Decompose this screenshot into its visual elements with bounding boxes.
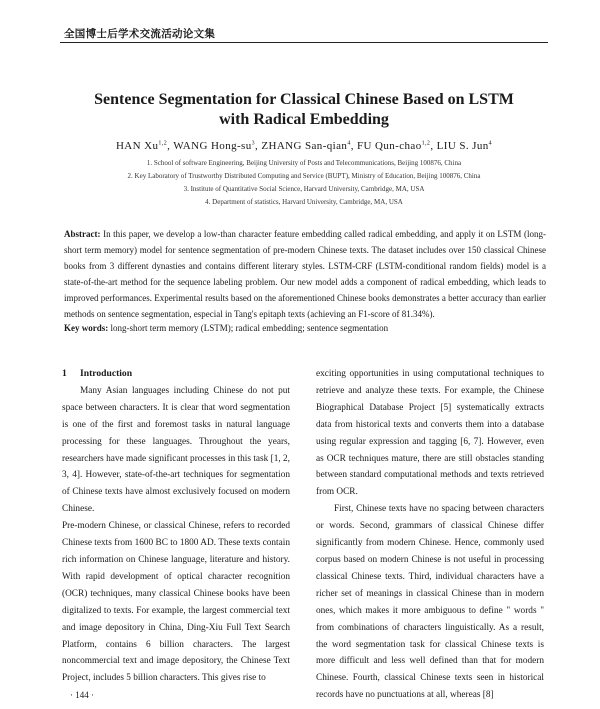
author-name: HAN Xu bbox=[115, 140, 159, 152]
body-paragraph: Many Asian languages including Chinese do not put space between characters. It is clear that word segmentation is one of the first and foremost tasks in natural language processing for these languages. Throughout the years, researchers have made significant processes in this task [1, 2, 3, 4]. However, state-of-the-art techniques for segmentation of Chinese texts have almost exclusively focused on modern Chinese. bbox=[62, 385, 290, 515]
section-title: Introduction bbox=[80, 368, 133, 379]
body-paragraph: First, Chinese texts have no spacing between characters or words. Second, grammars of classical Chinese differ significantly from modern Chinese. Hence, commonly used corpus based on modern Chinese is not useful in processing classical Chinese texts. Third, individual characters have a richer set of meanings in classical Chinese than in modern ones, which makes it more ambiguous to define " words " from combinations of characters linguistically. As a result, the word segmentation task for classical Chinese texts is more difficult and less well defined than that for modern Chinese. Fourth, classical Chinese texts seen in historical records have no punctuations at all, whereas [8] bbox=[316, 504, 544, 701]
affiliation: 2. Key Laboratory of Trustworthy Distributed Computing and Service (BUPT), Ministry of Education, Beijing 100876, China bbox=[127, 172, 481, 180]
section-heading bbox=[62, 366, 290, 383]
keywords bbox=[64, 323, 546, 333]
abstract-label: Abstract: bbox=[64, 229, 101, 239]
paper-title-line-2: with Radical Embedding bbox=[219, 111, 389, 128]
section-number: 1 bbox=[62, 368, 67, 379]
body-paragraph: Pre-modern Chinese, or classical Chinese, refers to recorded Chinese texts from 1600 BC to 1800 AD. These texts contain rich information on Chinese language, literature and history. With rapid development of optical character recognition (OCR) techniques, many classical Chinese books have been digitalized to texts. For example, the largest commercial text and image depository in China, Ding-Xiu Full Text Search Platform, contains 6 billion characters. The largest noncommercial text and image depository, the Chinese Text Project, includes 5 billion characters. This gives rise to bbox=[62, 521, 290, 684]
author-name: LIU S. Jun bbox=[436, 140, 489, 152]
author-list: HAN Xu$^{1,2}$, WANG Hong-$su^3$, ZHANG San-qian$^4$, FU Qun-chao$^{1,2}$, LIU S. Jun$^4$ bbox=[115, 140, 493, 152]
abstract-text: In this paper, we develop a low-than character feature embedding called radical embedding, and apply it on LSTM (long-short term memory) model for sentence segmentation of pre-modern Chinese texts. The dataset includes over 150 classical Chinese books from 3 different dynasties and contains different literary styles. LSTM-CRF (LSTM-conditional random fields) model is a state-of-the-art method for the sequence labeling problem. Our new model adds a component of radical embedding, which leads to improved performances. Experimental results based on the aforementioned Chinese books demonstrates a better accuracy than earlier methods on sentence segmentation, especial in Tang's epitaph texts (achieving an F1-score of 81.34%). bbox=[64, 229, 546, 319]
author-name: FU Qun-chao bbox=[357, 140, 422, 152]
body-paragraph: exciting opportunities in using computational techniques to retrieve and analyze these texts. For example, the Chinese Biographical Database Project [5] systematically extracts data from historical texts and converts them into a database using regular expression and tagging [6, 7]. However, even as OCR techniques mature, there are still obstacles standing between standard computational methods and texts retrieved from OCR. bbox=[316, 369, 544, 498]
author-affiliation-mark: 1,2 bbox=[158, 140, 168, 147]
affiliation: 3. Institute of Quantitative Social Science, Harvard University, Cambridge, MA, USA bbox=[183, 185, 425, 193]
affiliation: 1. School of software Engineering, Beijing University of Posts and Telecommunications, Beijing 100876, China bbox=[146, 159, 462, 167]
paper-title-line-1: Sentence Segmentation for Classical Chinese Based on LSTM bbox=[94, 91, 514, 108]
author-affiliation-mark: 1,2 bbox=[421, 140, 431, 147]
author-name: ZHANG San-qian bbox=[261, 140, 348, 152]
keywords-text: long-short term memory (LSTM); radical embedding; sentence segmentation bbox=[108, 323, 389, 333]
running-head: 全国博士后学术交流活动论文集 bbox=[64, 28, 216, 40]
keywords-label: Key words: bbox=[64, 323, 109, 333]
author-affiliation-mark: 4 bbox=[347, 140, 351, 147]
author-affiliation-mark: 4 bbox=[488, 140, 493, 147]
left-column bbox=[62, 366, 290, 687]
author-name: WANG Hong-su bbox=[173, 140, 252, 152]
author-affiliation-mark: 3 bbox=[251, 140, 256, 147]
abstract bbox=[64, 226, 546, 322]
page-number: · 144 · bbox=[70, 690, 94, 700]
right-column bbox=[316, 366, 544, 704]
header-rule bbox=[60, 42, 548, 43]
affiliation: 4. Department of statistics, Harvard University, Cambridge, MA, USA bbox=[205, 198, 403, 206]
